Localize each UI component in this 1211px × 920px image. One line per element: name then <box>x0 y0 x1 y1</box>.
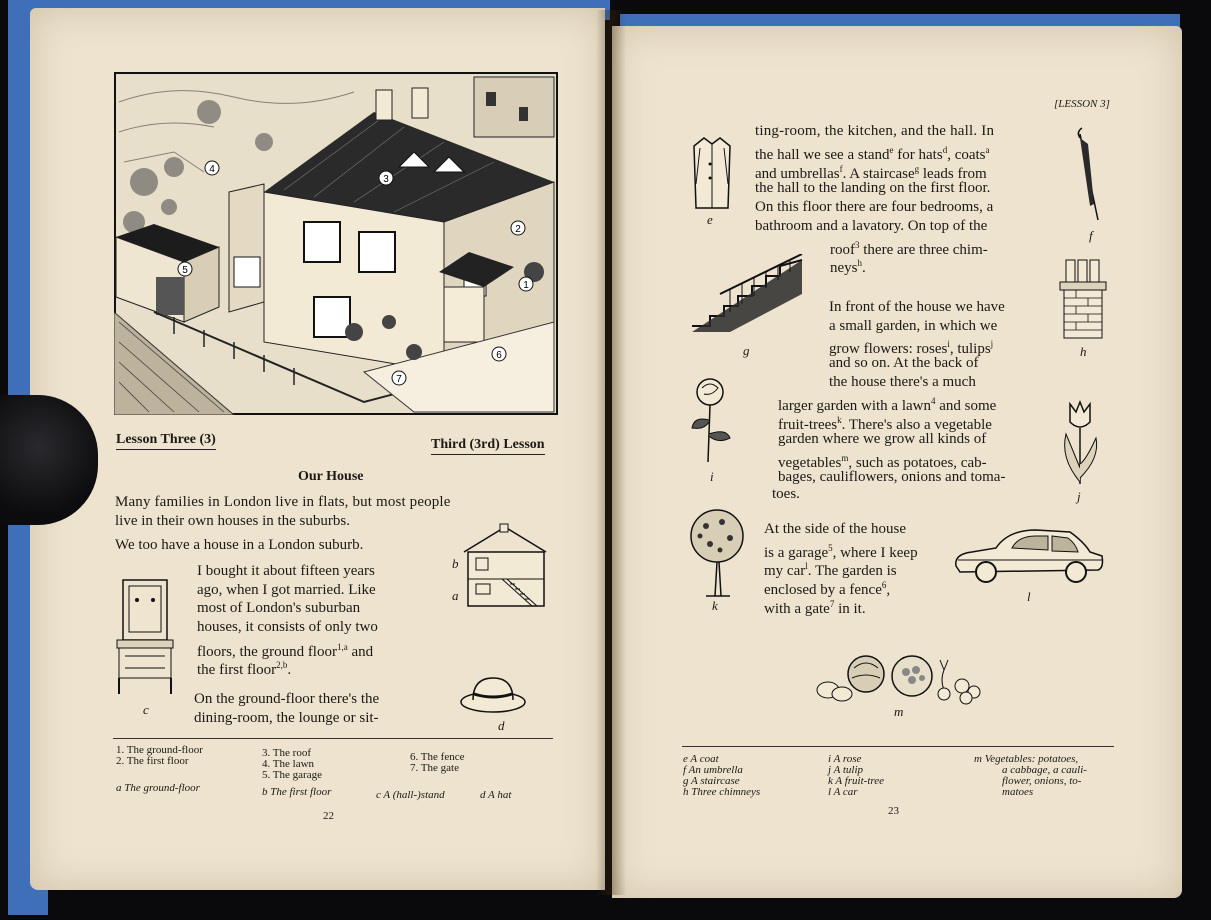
sup-e: e <box>889 145 894 155</box>
chimneys-illustration <box>1056 258 1110 340</box>
right-note-i: i A rose <box>828 753 862 765</box>
pic-label-4: 4 <box>209 164 215 175</box>
sup-5: 5 <box>828 543 833 553</box>
right-note-e: e A coat <box>683 753 719 765</box>
fig-label-e: e <box>707 212 713 227</box>
pic-label-6: 6 <box>496 350 502 361</box>
para1-line2: live in their own houses in the suburbs. <box>115 513 350 529</box>
r-block2-line11: toes. <box>772 486 800 502</box>
roof-word: roof <box>830 242 855 258</box>
pic-label-1: 1 <box>523 280 529 291</box>
r-block2-line7-tail: . There's also a vegetable <box>841 417 992 433</box>
right-note-m4: matoes <box>1002 786 1034 798</box>
sup-l: l <box>805 561 808 571</box>
para3-line6-text: the first floor <box>197 662 277 678</box>
left-note-1: 1. The ground-floor <box>116 744 203 756</box>
right-note-m1: m Vegetables: potatoes, <box>974 753 1079 765</box>
pic-label-3: 3 <box>383 174 389 185</box>
rose-illustration <box>686 376 736 464</box>
para4-line2: dining-room, the lounge or sit- <box>194 710 379 726</box>
para3-line3: most of London's suburban <box>197 600 361 616</box>
para3-line5-text: floors, the ground floor <box>197 644 337 660</box>
tulip-illustration <box>1058 398 1102 486</box>
fig-label-g: g <box>743 343 750 358</box>
sup-m: m <box>841 453 849 463</box>
fig-label-a: a <box>452 588 459 603</box>
sup-2b: 2,b <box>276 660 288 670</box>
sup-3: 3 <box>855 240 860 250</box>
sup-f: f <box>839 164 843 174</box>
r-block2-line3-text: grow flowers: roses <box>829 341 948 357</box>
fig-label-d: d <box>498 718 505 733</box>
fig-label-i: i <box>710 469 714 484</box>
right-header: [LESSON 3] <box>1054 98 1110 110</box>
fig-label-k: k <box>712 598 718 613</box>
footnote-rule-right <box>682 746 1114 747</box>
r-block2-line10: bages, cauliflowers, onions and toma- <box>778 469 1006 485</box>
r-block1-line3-tail: leads from <box>919 166 987 182</box>
sup-d: d <box>942 145 948 155</box>
hall-stand-illustration <box>113 578 177 696</box>
sup-6: 6 <box>881 580 887 590</box>
r-block2-line9-tail: , such as potatoes, cab- <box>848 455 987 471</box>
fig-label-b: b <box>452 556 459 571</box>
left-note-a: a The ground-floor <box>116 782 200 794</box>
left-note-6: 6. The fence <box>410 751 465 763</box>
para3-and: and <box>347 644 374 660</box>
staircase-illustration <box>690 254 810 334</box>
r-block1b-line1-rest: there are three chim- <box>863 242 988 258</box>
sup-4: 4 <box>931 396 936 406</box>
r-block1-line3-rest: . A staircase <box>842 166 915 182</box>
sup-i: i <box>947 339 950 349</box>
r-block3-line2-tail: , where I keep <box>832 545 918 561</box>
para3-line6: the first floor$^{2,b}$. <box>197 660 292 678</box>
left-note-4: 4. The lawn <box>262 758 315 770</box>
left-note-2: 2. The first floor <box>116 755 189 767</box>
fig-label-c: c <box>143 702 149 717</box>
r-block1-line2-tail: , coats <box>947 147 986 163</box>
r-block1-line2-text: the hall we see a stand <box>755 147 890 163</box>
pic-label-7: 7 <box>396 374 402 385</box>
hat-illustration <box>458 670 528 716</box>
right-note-k: k A fruit-tree <box>828 775 885 787</box>
r-block3-line5-text: with a gate <box>764 601 830 617</box>
r-block3-line3-text: my car <box>764 563 806 579</box>
page-title: Our House <box>298 469 364 484</box>
r-block2-line5: the house there's a much <box>829 374 976 390</box>
sup-j: j <box>990 339 994 349</box>
sup-k: k <box>837 415 842 425</box>
right-note-m3: flower, onions, to- <box>1002 775 1082 787</box>
fig-label-l: l <box>1027 589 1031 604</box>
para3-line2: ago, when I got married. Like <box>197 582 376 598</box>
r-block2-line7-text: fruit-trees <box>778 417 838 433</box>
r-block1b-line2: neys$^h$. <box>830 258 866 276</box>
umbrella-illustration <box>1068 124 1104 224</box>
r-block3-line3-tail: . The garden is <box>807 563 897 579</box>
page-number-left: 22 <box>323 810 334 822</box>
r-block2-line6-tail: and some <box>935 398 997 414</box>
r-block2-line3-tail: , tulips <box>949 341 991 357</box>
lesson-label-right: Third (3rd) Lesson <box>431 437 545 455</box>
para1-line1: Many families in London live in flats, but most people <box>115 494 451 510</box>
r-block2-line6-text: larger garden with a lawn <box>778 398 931 414</box>
neys-word: neys <box>830 260 858 276</box>
r-block3-line1: At the side of the house <box>764 521 907 537</box>
sup-g: g <box>914 164 920 174</box>
r-block1-line1: ting-room, the kitchen, and the hall. In <box>755 123 995 139</box>
r-block3-line2-text: is a garage <box>764 545 829 561</box>
house-section-illustration <box>462 522 548 608</box>
coat-illustration <box>690 134 734 212</box>
sup-1a: 1,a <box>336 642 348 652</box>
fig-label-h: h <box>1080 344 1087 359</box>
page-number-right: 23 <box>888 805 899 817</box>
r-block2-line9-text: vegetables <box>778 455 842 471</box>
right-note-m2: a cabbage, a cauli- <box>1002 764 1087 776</box>
left-note-7: 7. The gate <box>410 762 459 774</box>
para3-line4: houses, it consists of only two <box>197 619 378 635</box>
fig-label-f: f <box>1089 228 1093 243</box>
r-block2-line8: garden where we grow all kinds of <box>778 431 987 447</box>
r-block1-line5: On this floor there are four bedrooms, a <box>755 199 994 215</box>
house-illustration <box>114 72 558 415</box>
sup-7: 7 <box>829 599 835 609</box>
r-block2-line4: and so on. At the back of <box>829 355 979 371</box>
right-note-l: l A car <box>828 786 858 798</box>
r-block3-line5-tail: in it. <box>834 601 866 617</box>
pic-label-2: 2 <box>515 224 521 235</box>
left-note-3: 3. The roof <box>262 747 311 759</box>
left-note-5: 5. The garage <box>262 769 322 781</box>
right-note-j: j A tulip <box>828 764 864 776</box>
r-block1-line6: bathroom and a lavatory. On top of the <box>755 218 988 234</box>
fruit-tree-illustration <box>686 506 748 598</box>
left-note-d: d A hat <box>480 789 512 801</box>
r-block3-line4-tail: , <box>886 582 891 598</box>
vegetables-illustration <box>814 650 984 706</box>
r-block2-line1: In front of the house we have <box>829 299 1005 315</box>
para3-line1: I bought it about fifteen years <box>197 563 375 579</box>
r-block1-line2-rest: for hats <box>893 147 943 163</box>
right-note-g: g A staircase <box>683 775 740 787</box>
footnote-rule-left <box>113 738 553 739</box>
r-block1-line4: the hall to the landing on the first floor. <box>755 180 991 196</box>
para4-line1: On the ground-floor there's the <box>194 691 380 707</box>
left-note-b: b The first floor <box>262 786 332 798</box>
pic-label-5: 5 <box>182 265 188 276</box>
r-block3-line5 <box>764 595 866 619</box>
book-gutter <box>596 10 626 895</box>
sup-a2: a <box>985 145 990 155</box>
right-note-h: h Three chimneys <box>683 786 761 798</box>
lesson-label-left: Lesson Three (3) <box>116 432 216 450</box>
fig-label-m: m <box>894 704 904 719</box>
r-block1-line3-text: and umbrellas <box>755 166 840 182</box>
para2: We too have a house in a London suburb. <box>115 537 364 553</box>
fig-label-j: j <box>1077 489 1081 504</box>
r-block2-line2: a small garden, in which we <box>829 318 998 334</box>
right-note-f: f An umbrella <box>683 764 743 776</box>
car-illustration <box>952 524 1106 588</box>
r-block3-line4-text: enclosed by a fence <box>764 582 882 598</box>
sup-h: h <box>857 258 862 268</box>
left-note-c: c A (hall-)stand <box>376 789 445 801</box>
